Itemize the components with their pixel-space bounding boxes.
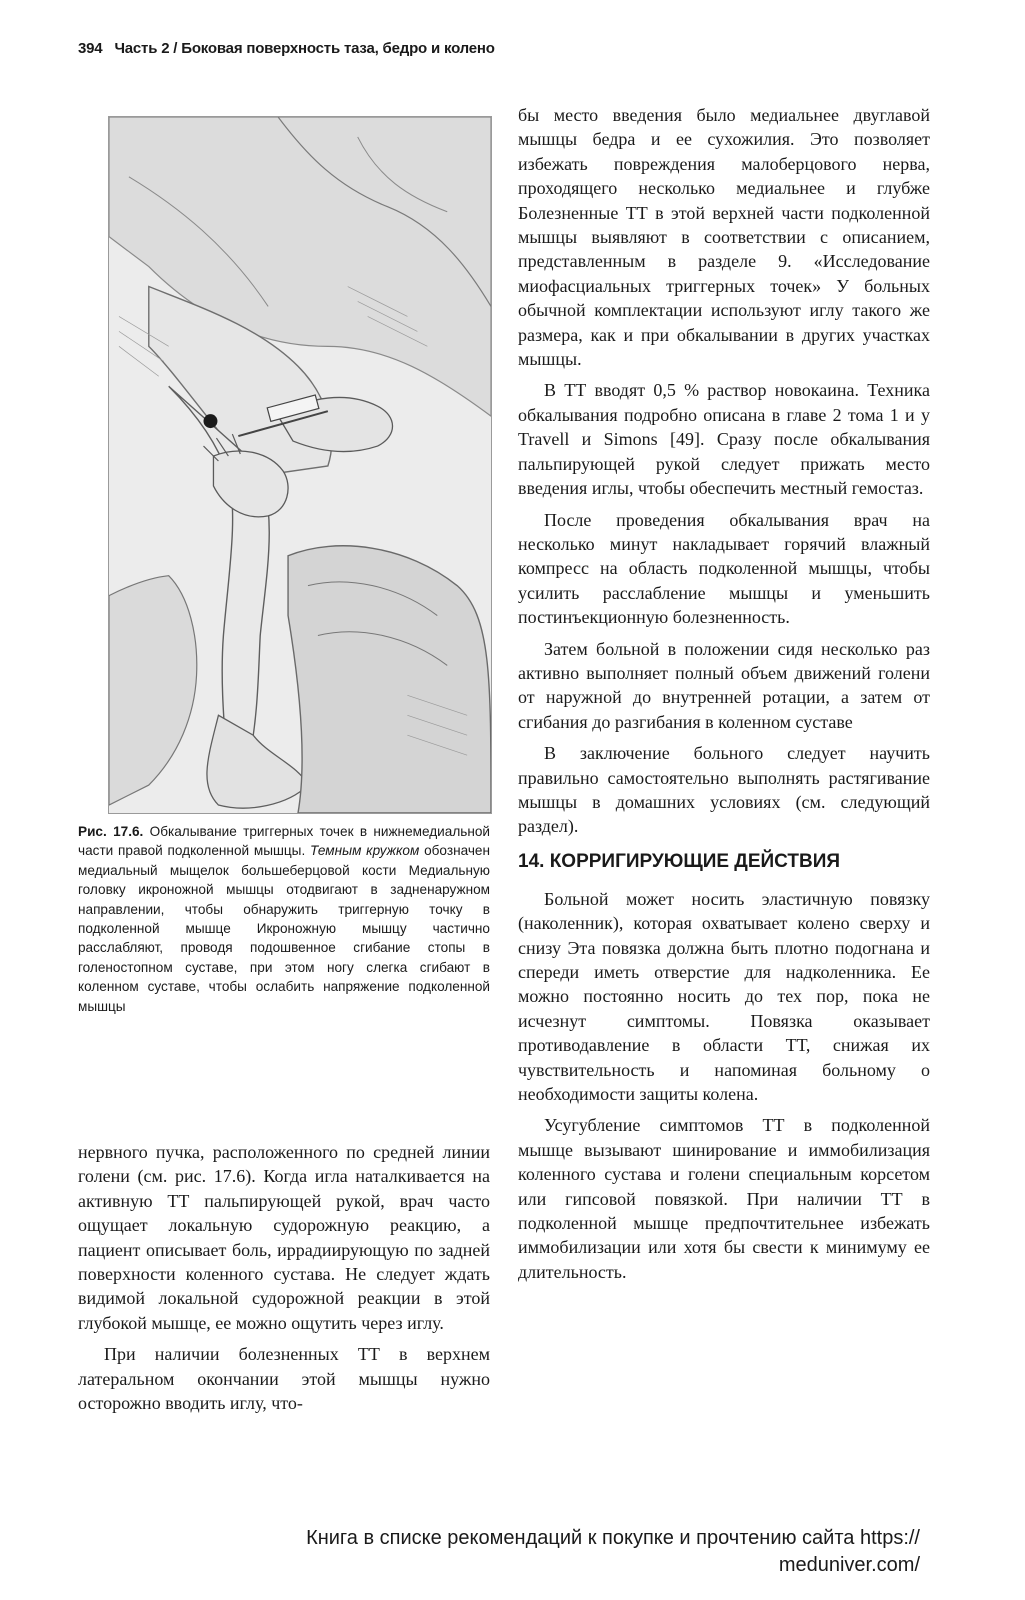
footer-line-2: meduniver.com/ (778, 1554, 920, 1576)
injection-illustration (109, 117, 491, 813)
paragraph: бы место введения было медиальнее двуглавой мышцы бедра и ее сухожилия. Это позволяет избежать повреждения малоберцового нерва, проходящего несколько медиальнее и глубже Болезненные ТТ в этой верхней части подколенной мышцы выявляют в соответствии с описанием, представленным в разделе 9. «Исследование миофасциальных триггерных точек» У больных обычной комплектации используют иглу такого же размера, как и при обкалывании в других участках мышцы. (518, 105, 930, 370)
paragraph: В ТТ вводят 0,5 % раствор новокаина. Техника обкалывания подробно описана в главе 2 тома 1 и у Travell и Simons [49]. Сразу после обкалывания пальпирующей рукой следует прижать место введения иглы, чтобы обеспечить местный гемостаз. (518, 380, 930, 499)
figure-caption (78, 822, 490, 1016)
figure-label: Рис. 17.6. (78, 824, 144, 839)
running-title: Часть 2 / Боковая поверхность таза, бедро и колено (114, 40, 495, 57)
caption-text-2: обозначен медиальный мыщелок большеберцовой кости Медиальную головку икроножной мышцы отодвигают в задненаружном направлении, чтобы обнаружить триггерную точку в подколенной мышце Икроножную мышцу частично расслабляют, проводя подошвенное сгибание стопы в голеностопном суставе, при этом ногу слегка сгибают в коленном суставе, чтобы ослабить напряжение подколенной мышцы (78, 843, 490, 1014)
page-number: 394 (78, 40, 103, 57)
right-column (518, 103, 930, 1291)
page-header (78, 40, 495, 57)
footer-watermark (306, 1525, 920, 1579)
paragraph: После проведения обкалывания врач на несколько минут накладывает горячий влажный компресс на область подколенной мышцы, чтобы усилить расслабление мышцы и уменьшить постинъекционную болезненность. (518, 509, 930, 628)
footer-line-1: Книга в списке рекомендаций к покупке и прочтению сайта https:// (306, 1527, 920, 1549)
caption-italic: Темным кружком (310, 843, 420, 859)
left-column (78, 1140, 490, 1422)
medial-condyle-marker (204, 414, 218, 428)
section-heading: 14. КОРРИГИРУЮЩИЕ ДЕЙСТВИЯ (518, 850, 841, 872)
paragraph: При наличии болезненных ТТ в верхнем латеральном окончании этой мышцы нужно осторожно вводить иглу, что- (78, 1344, 490, 1414)
paragraph: нервного пучка, расположенного по средней линии голени (см. рис. 17.6). Когда игла наталкивается на активную ТТ пальпирующей рукой, врач часто ощущает локальную судорожную реакцию, а пациент описывает боль, иррадиирующую по задней поверхности коленного сустава. Не следует ждать видимой локальной судорожной реакции в этой глубокой мышце, ее можно ощутить через иглу. (78, 1142, 490, 1333)
paragraph: Больной может носить эластичную повязку (наколенник), которая охватывает колено сверху и снизу Эта повязка должна быть плотно подогнана и спереди иметь отверстие для надколенника. Ее можно постоянно носить до тех пор, пока не исчезнут симптомы. Повязка оказывает противодавление в области ТТ, снижая их чувствительность и напоминая больному о необходимости защиты колена. (518, 888, 930, 1105)
caption-text-1: Обкалывание триггерных точек в нижнемедиальной части правой подколенной мышцы. (78, 824, 490, 859)
paragraph: В заключение больного следует научить правильно самостоятельно выполнять растягивание мышцы в домашних условиях (см. следующий раздел). (518, 743, 930, 837)
paragraph: Затем больной в положении сидя несколько раз активно выполняет полный объем движений голени от наружной до внутренней ротации, а затем от сгибания до разгибания в коленном суставе (518, 638, 930, 732)
paragraph: Усугубление симптомов ТТ в подколенной мышце вызывают шинирование и иммобилизация коленного сустава и голени специальным корсетом или гипсовой повязкой. При наличии ТТ в подколенной мышце предпочтительнее избежать иммобилизации или хотя бы свести к минимуму ее длительность. (518, 1115, 930, 1282)
figure-illustration (108, 116, 492, 814)
